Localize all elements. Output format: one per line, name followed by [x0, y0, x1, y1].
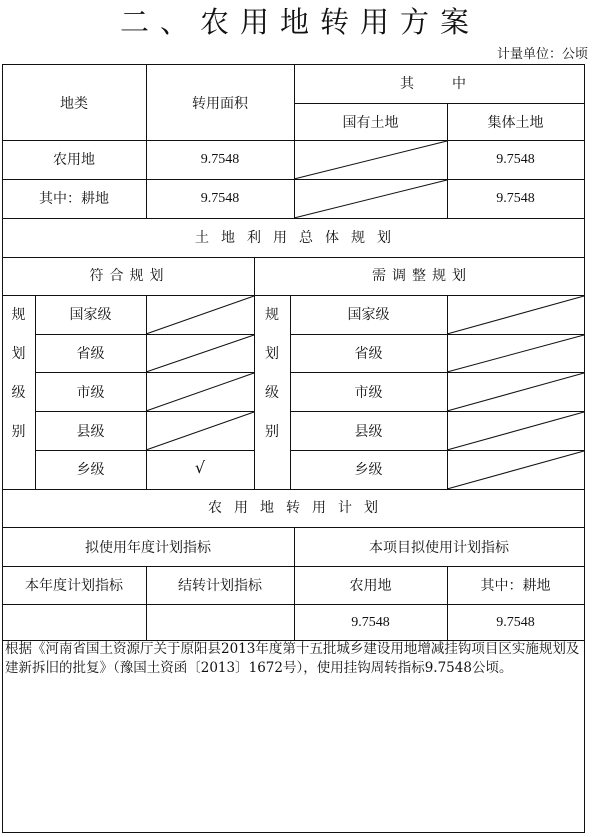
unit-label: 计量单位：公顷	[496, 47, 588, 62]
side-char: 规	[265, 307, 279, 323]
level-township-left: 乡级	[76, 462, 105, 478]
township-conform-checkmark: √	[194, 458, 206, 477]
level-county-right: 县级	[354, 424, 383, 440]
cultivated-quota-value: 9.7548	[496, 615, 535, 630]
level-township-right: 乡级	[354, 462, 383, 478]
conform-plan-heading: 符合规划	[89, 268, 170, 284]
level-county-left: 县级	[76, 424, 105, 440]
level-province-left: 省级	[76, 346, 105, 362]
side-char: 别	[265, 424, 279, 440]
side-char: 规	[11, 307, 26, 323]
farmland-quota-label: 农用地	[349, 578, 392, 594]
this-year-quota-label: 本年度计划指标	[25, 578, 123, 594]
cultivated-quota-label: 其中：耕地	[480, 578, 551, 594]
header-among: 其 中	[400, 76, 478, 92]
side-char: 级	[11, 385, 26, 401]
row-collective-farmland: 9.7548	[496, 152, 535, 167]
side-char: 级	[265, 385, 279, 401]
carryover-quota-label: 结转计划指标	[178, 578, 262, 594]
approval-note: 根据《河南省国土资源厅关于原阳县2013年度第十五批城乡建设用地增减挂钩项目区实施规划及建新拆旧的批复》（豫国土资函〔2013〕1672号），使用挂钩周转指标9.7548公顷。	[5, 641, 580, 676]
row-collective-cultivated: 9.7548	[496, 191, 535, 206]
level-national-right: 国家级	[347, 307, 390, 323]
project-quota-heading: 本项目拟使用计划指标	[369, 540, 509, 556]
header-collective-land: 集体土地	[487, 115, 544, 131]
annual-quota-heading: 拟使用年度计划指标	[85, 540, 211, 556]
row-area-farmland: 9.7548	[200, 152, 240, 167]
page-title: 二、农用地转用方案	[119, 5, 480, 39]
adjust-plan-heading: 需调整规划	[372, 268, 472, 284]
side-char: 划	[265, 346, 279, 362]
side-char: 别	[11, 424, 26, 440]
level-city-left: 市级	[76, 385, 105, 401]
side-char: 划	[11, 346, 26, 362]
master-plan-heading: 土地利用总体规划	[195, 230, 403, 246]
row-label-cultivated: 其中：耕地	[39, 191, 109, 207]
level-province-right: 省级	[354, 346, 383, 362]
farmland-quota-value: 9.7548	[351, 615, 390, 630]
header-state-land: 国有土地	[342, 115, 399, 131]
header-land-type: 地类	[60, 96, 88, 112]
header-area: 转用面积	[192, 96, 248, 112]
level-city-right: 市级	[354, 385, 383, 401]
row-label-farmland: 农用地	[53, 152, 95, 168]
row-area-cultivated: 9.7548	[200, 191, 240, 206]
conversion-plan-heading: 农用地转用计划	[208, 500, 390, 516]
level-national-left: 国家级	[69, 307, 112, 323]
